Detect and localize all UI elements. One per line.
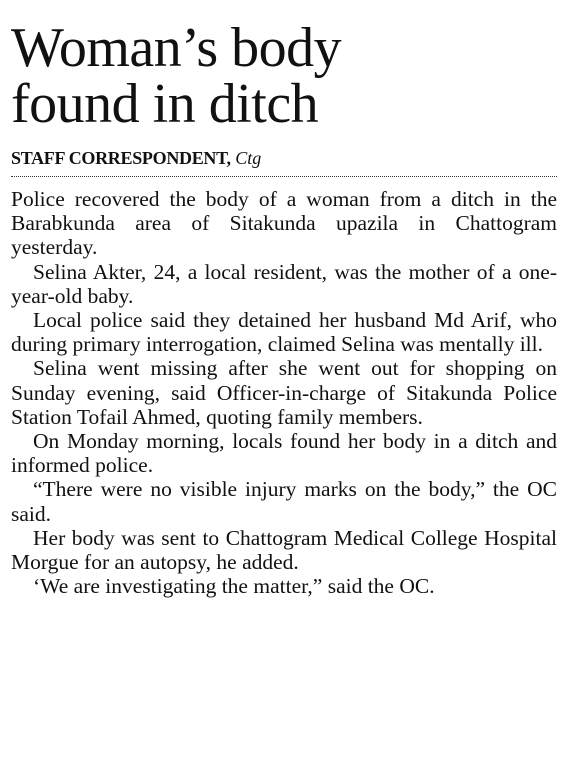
paragraph-3: Local police said they detained her husband Md Arif, who during primary interrogation, claimed Selina was mentally ill.: [11, 308, 557, 357]
paragraph-5: On Monday morning, locals found her body in a ditch and informed police.: [11, 429, 557, 478]
headline-line-1: Woman’s body: [11, 17, 342, 79]
paragraph-4: Selina went missing after she went out for shopping on Sunday evening, said Officer-in-charge of Sitakunda Police Station Tofail Ahmed, quoting family members.: [11, 356, 557, 429]
headline-line-2: found in ditch: [11, 73, 319, 135]
dotted-divider: [11, 176, 557, 177]
news-article: [11, 0, 557, 598]
paragraph-2: Selina Akter, 24, a local resident, was the mother of a one-year-old baby.: [11, 259, 557, 308]
byline-author: STAFF CORRESPONDENT,: [11, 148, 231, 168]
article-body: [11, 187, 557, 598]
paragraph-6: “There were no visible injury marks on the body,” the OC said.: [11, 477, 557, 526]
paragraph-7: Her body was sent to Chattogram Medical College Hospital Morgue for an autopsy, he added.: [11, 525, 557, 575]
headline: [11, 0, 557, 135]
paragraph-1: Police recovered the body of a woman from a ditch in the Barabkunda area of Sitakunda upazila in Chattogram yesterday.: [11, 187, 557, 260]
byline: [11, 147, 557, 169]
paragraph-8: ‘We are investigating the matter,” said the OC.: [33, 574, 435, 599]
byline-location: Ctg: [235, 148, 262, 168]
